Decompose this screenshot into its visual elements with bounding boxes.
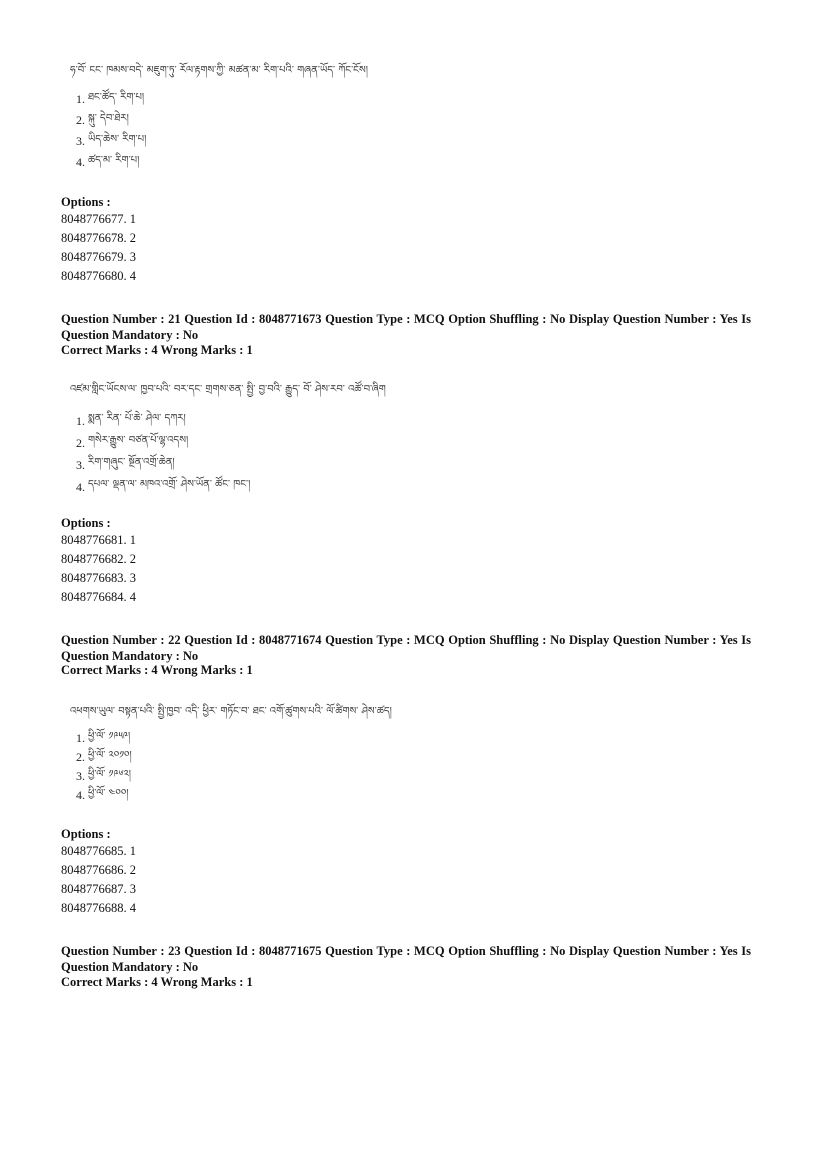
q23-header: Question Number : 23 Question Id : 8048771675 Question Type : MCQ Option Shuffling : No Display Question Number : Yes Is Question Mandatory : No	[61, 944, 751, 974]
option-number: 3.	[76, 134, 85, 148]
q20-options-label: Options :	[61, 195, 111, 209]
option-text: ཕྱི་ལོ་ ༢༠༡༠།	[88, 749, 132, 761]
option-number: 2.	[76, 113, 85, 127]
option-text: ཚད་མ་ རིག་པ།	[88, 154, 140, 166]
option-text: དཔལ་ ལྡན་ལ་ མཁའ་འགྲོ་ ཤེས་ཡོན་ ཚོང་ ཁང་།	[88, 479, 251, 490]
option-text: ཡིད་ཆེས་ རིག་པ།	[88, 133, 147, 145]
option-number: 4.	[76, 155, 85, 169]
option-id: 8048776687. 3	[61, 882, 136, 896]
q20-option-list	[76, 89, 146, 173]
option-text: སྐུ་ དེབ་ཐེར།	[88, 112, 129, 124]
q23-marks: Correct Marks : 4 Wrong Marks : 1	[61, 975, 253, 989]
option-id: 8048776684. 4	[61, 590, 136, 604]
option-text: ཕྱི་ལོ་ ༡༩༥༩།	[88, 730, 131, 742]
q22-option-list	[76, 729, 132, 805]
option-item	[76, 152, 146, 173]
q22-marks: Correct Marks : 4 Wrong Marks : 1	[61, 663, 253, 677]
q21-header: Question Number : 21 Question Id : 8048771673 Question Type : MCQ Option Shuffling : No Display Question Number : Yes Is Question Mandatory : No	[61, 312, 751, 342]
q20-question-text: ཧ་བོ་ ངང་ ཁམས་བདེ་ མཇུག་ཏུ་ རོལ་རྟགས་ཀྱི་ མཚན་མ་ རིག་པའི་ གཞན་ཡོད་ ཀོང་ངོས།	[70, 65, 368, 76]
option-number: 2.	[76, 750, 85, 764]
option-id: 8048776678. 2	[61, 231, 136, 245]
option-number: 3.	[76, 457, 85, 472]
q22-options-label: Options :	[61, 827, 111, 841]
q22-option-id-list	[61, 842, 136, 918]
option-id: 8048776677. 1	[61, 212, 136, 226]
option-id: 8048776679. 3	[61, 250, 136, 264]
option-text: རིག་གཞུང་ སྔོན་འགྲོ་ཆེན།	[88, 457, 175, 468]
q21-option-list	[76, 410, 250, 498]
option-number: 4.	[76, 479, 85, 494]
option-number: 1.	[76, 731, 85, 745]
option-id: 8048776682. 2	[61, 552, 136, 566]
option-item	[76, 476, 250, 498]
option-text: སྨན་ རིན་ པོ་ཆེ་ ཤེལ་ དཀར།	[88, 413, 186, 424]
option-text: ཕྱི་ལོ་ ༡༩༦༢།	[88, 768, 131, 780]
option-text: ཕྱི་ལོ་ ༤༠༠།	[88, 787, 129, 799]
option-number: 4.	[76, 788, 85, 802]
option-number: 2.	[76, 435, 85, 450]
option-item	[76, 786, 132, 805]
option-id: 8048776688. 4	[61, 901, 136, 915]
q20-option-id-list	[61, 210, 136, 286]
q21-question-text: འཛམ་གླིང་ཡོངས་ལ་ ཁྱབ་པའི་ བར་དང་ གྲགས་ཅན་ སྤྱི་ བྱ་བའི་ རྒྱུད་ བོ་ ཤེས་རབ་ འཚོ་བ་ཞིག	[70, 384, 386, 395]
option-number: 1.	[76, 92, 85, 106]
option-id: 8048776680. 4	[61, 269, 136, 283]
option-text: གསེར་རྒྱུས་ བཙན་པོ་ལྷ་འདས།	[88, 435, 189, 446]
option-id: 8048776681. 1	[61, 533, 136, 547]
option-id: 8048776685. 1	[61, 844, 136, 858]
q22-header: Question Number : 22 Question Id : 8048771674 Question Type : MCQ Option Shuffling : No Display Question Number : Yes Is Question Mandatory : No	[61, 633, 751, 663]
option-number: 3.	[76, 769, 85, 783]
option-id: 8048776683. 3	[61, 571, 136, 585]
option-text: ཐང་ཚོད་ རིག་པ།	[88, 91, 145, 103]
q21-marks: Correct Marks : 4 Wrong Marks : 1	[61, 343, 253, 357]
option-id: 8048776686. 2	[61, 863, 136, 877]
q21-options-label: Options :	[61, 516, 111, 530]
q21-option-id-list	[61, 531, 136, 607]
q22-question-text: འཕགས་ཡུལ་ བསྟན་པའི་ སྤྱི་ཁྱབ་ འདི་ ཕྱིར་ གཏོང་བ་ ཐང་ འགོ་ཚུགས་པའི་ ལོ་ཚིགས་ ཤེས་ཚད།	[70, 706, 392, 717]
option-number: 1.	[76, 413, 85, 428]
